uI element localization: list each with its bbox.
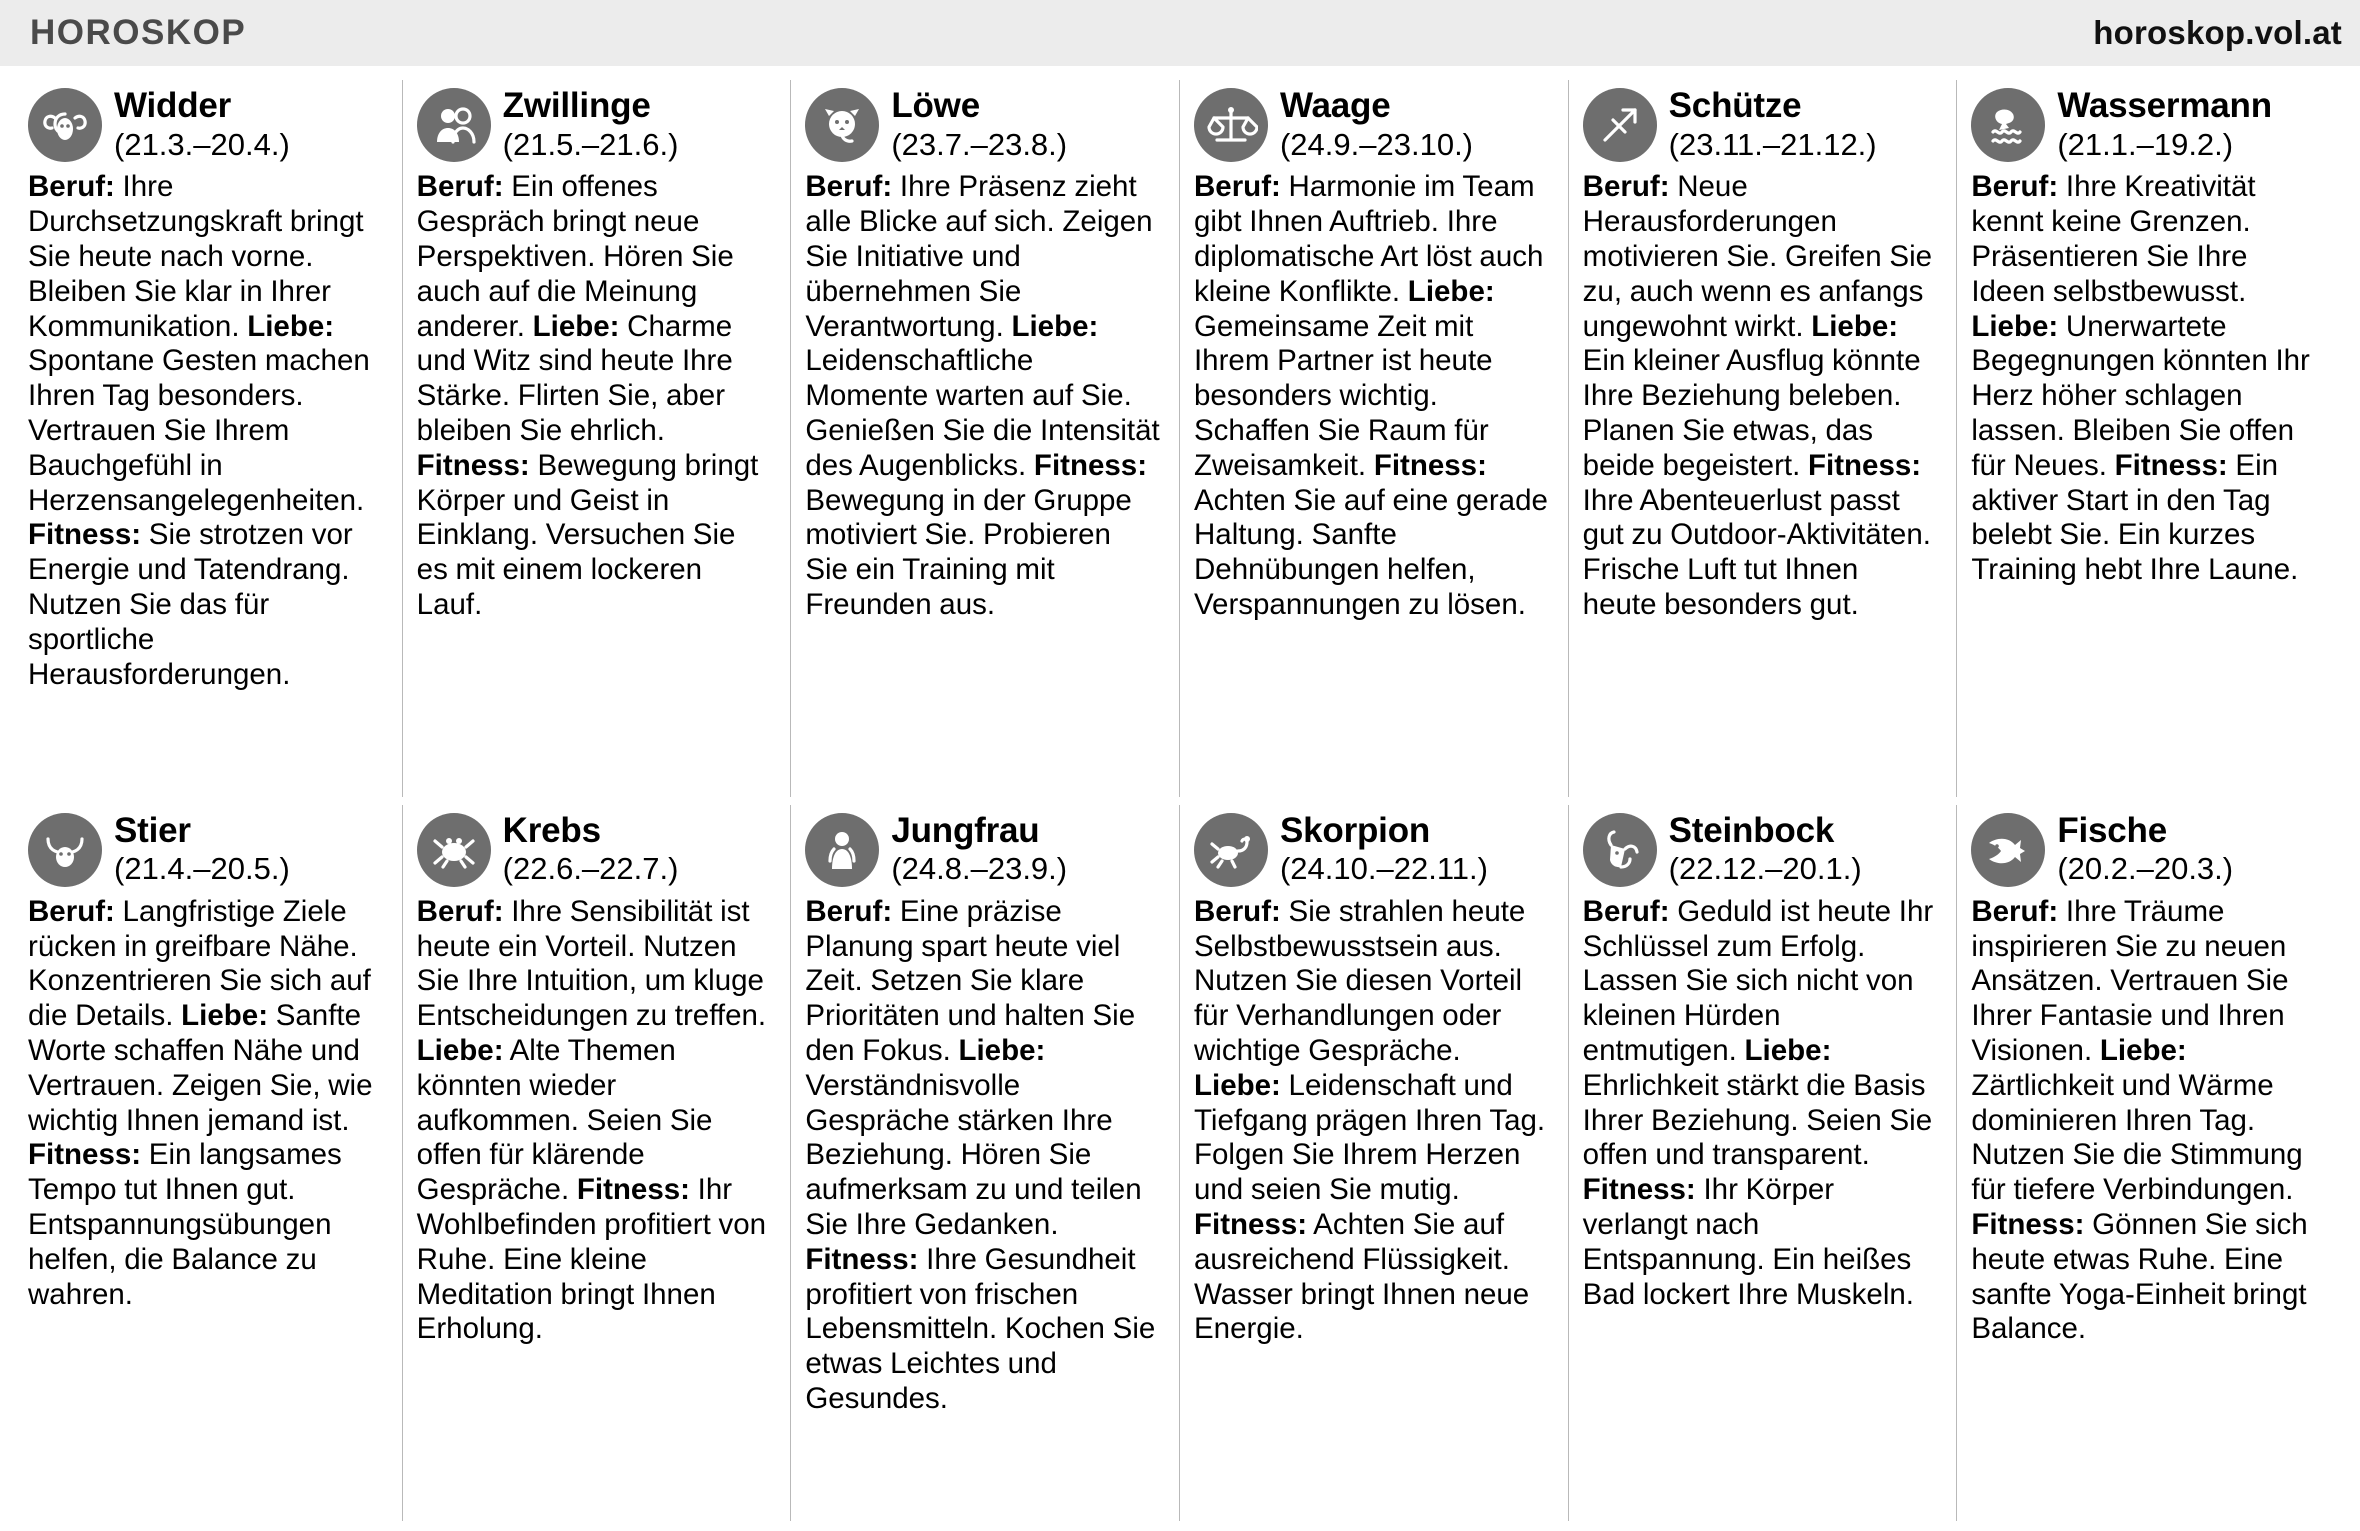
pisces-fish-icon bbox=[1971, 813, 2045, 887]
zodiac-card-wassermann bbox=[1957, 76, 2346, 801]
text-liebe: Unerwartete Begegnungen könnten Ihr Herz höher schlagen lassen. Bleiben Sie offen für Neues. bbox=[1971, 309, 2310, 482]
zodiac-body bbox=[1971, 170, 2326, 588]
zodiac-name: Jungfrau bbox=[891, 810, 1040, 850]
label-liebe: Liebe: bbox=[1193, 1068, 1281, 1102]
zodiac-name: Fische bbox=[2057, 810, 2168, 850]
label-beruf: Beruf: bbox=[1971, 894, 2059, 928]
capricorn-goat-icon bbox=[1583, 813, 1657, 887]
label-fitness: Fitness: bbox=[1971, 1208, 2085, 1242]
label-beruf: Beruf: bbox=[1193, 894, 1281, 928]
text-liebe: Gemeinsame Zeit mit Ihrem Partner ist heute besonders wichtig. Schaffen Sie Raum für Zweisamkeit. bbox=[1193, 309, 1493, 482]
gemini-twins-icon bbox=[417, 88, 491, 162]
libra-scales-icon bbox=[1194, 88, 1268, 162]
zodiac-dates: (24.9.–23.10.) bbox=[1279, 126, 1474, 162]
text-liebe: Leidenschaftliche Momente warten auf Sie. Genießen Sie die Intensität des Augenblicks. bbox=[805, 344, 1160, 482]
label-fitness: Fitness: bbox=[805, 1242, 919, 1276]
zodiac-card-header bbox=[28, 811, 383, 887]
text-liebe: Verständnisvolle Gespräche stärken Ihre Beziehung. Hören Sie aufmerksam zu und teilen Sie Ihre Gedanken. bbox=[805, 1068, 1142, 1242]
zodiac-name: Steinbock bbox=[1668, 810, 1835, 850]
zodiac-card-jungfrau bbox=[791, 801, 1180, 1526]
zodiac-body bbox=[28, 895, 383, 1313]
zodiac-name: Schütze bbox=[1668, 86, 1802, 125]
label-fitness: Fitness: bbox=[2114, 448, 2228, 482]
zodiac-dates: (21.4.–20.5.) bbox=[114, 851, 290, 887]
zodiac-card-header bbox=[805, 811, 1160, 887]
text-fitness: Sie strotzen vor Energie und Tatendrang. Nutzen Sie das für sportliche Herausforderungen. bbox=[28, 518, 353, 691]
zodiac-dates: (23.11.–21.12.) bbox=[1668, 126, 1877, 162]
label-fitness: Fitness: bbox=[28, 1138, 142, 1172]
text-liebe: Sanfte Worte schaffen Nähe und Vertrauen. Zeigen Sie, wie wichtig Ihnen jemand ist. bbox=[28, 999, 373, 1137]
zodiac-name: Krebs bbox=[502, 810, 601, 850]
label-liebe: Liebe: bbox=[1811, 309, 1899, 343]
zodiac-titles bbox=[891, 86, 1067, 162]
text-beruf: Ihre Träume inspirieren Sie zu neuen Ansätzen. Vertrauen Sie Ihrer Fantasie und Ihren Visionen. bbox=[1971, 894, 2289, 1068]
zodiac-card-waage bbox=[1180, 76, 1569, 801]
zodiac-body bbox=[1583, 895, 1938, 1313]
text-beruf: Geduld ist heute Ihr Schlüssel zum Erfolg. Lassen Sie sich nicht von kleinen Hürden entmutigen. bbox=[1582, 894, 1934, 1068]
text-fitness: Ihre Gesundheit profitiert von frischen Lebensmitteln. Kochen Sie etwas Leichtes und Gesundes. bbox=[805, 1242, 1156, 1416]
label-liebe: Liebe: bbox=[958, 1034, 1046, 1068]
zodiac-dates: (20.2.–20.3.) bbox=[2057, 851, 2234, 887]
label-liebe: Liebe: bbox=[181, 999, 269, 1033]
label-fitness: Fitness: bbox=[1373, 448, 1487, 482]
text-beruf: Neue Herausforderungen motivieren Sie. Greifen Sie zu, auch wenn es anfangs ungewohnt wirkt. bbox=[1582, 170, 1933, 343]
label-liebe: Liebe: bbox=[1744, 1034, 1832, 1068]
zodiac-card-header bbox=[28, 86, 383, 162]
zodiac-card-steinbock bbox=[1569, 801, 1958, 1526]
text-fitness: Ihre Abenteuerlust passt gut zu Outdoor-Aktivitäten. Frische Luft tut Ihnen heute besonders gut. bbox=[1582, 483, 1931, 621]
text-fitness: Ein aktiver Start in den Tag belebt Sie. Ein kurzes Training hebt Ihre Laune. bbox=[1971, 448, 2299, 587]
label-liebe: Liebe: bbox=[1011, 309, 1099, 343]
zodiac-titles bbox=[503, 86, 679, 162]
zodiac-name: Waage bbox=[1279, 86, 1391, 125]
text-liebe: Ein kleiner Ausflug könnte Ihre Beziehung beleben. Planen Sie etwas, das beide begeistert. bbox=[1582, 344, 1921, 482]
zodiac-titles bbox=[503, 811, 679, 887]
zodiac-dates: (21.1.–19.2.) bbox=[2057, 126, 2234, 162]
zodiac-body bbox=[28, 170, 383, 692]
zodiac-body bbox=[805, 895, 1160, 1417]
zodiac-card-header bbox=[417, 86, 772, 162]
text-fitness: Achten Sie auf ausreichend Flüssigkeit. Wasser bringt Ihnen neue Energie. bbox=[1193, 1208, 1530, 1346]
sagittarius-archer-icon bbox=[1583, 88, 1657, 162]
zodiac-dates: (24.8.–23.9.) bbox=[891, 851, 1068, 887]
text-beruf: Sie strahlen heute Selbstbewusstsein aus. Nutzen Sie diesen Vorteil für Verhandlungen oder wichtige Gespräche. bbox=[1193, 894, 1526, 1068]
text-beruf: Ihre Durchsetzungskraft bringt Sie heute nach vorne. Bleiben Sie klar in Ihrer Kommunikation. bbox=[28, 170, 364, 343]
text-beruf: Ihre Kreativität kennt keine Grenzen. Präsentieren Sie Ihre Ideen selbstbewusst. bbox=[1971, 170, 2256, 308]
zodiac-name: Löwe bbox=[891, 86, 980, 125]
zodiac-dates: (21.3.–20.4.) bbox=[114, 126, 290, 162]
label-fitness: Fitness: bbox=[1193, 1208, 1308, 1242]
zodiac-body bbox=[417, 170, 772, 622]
label-beruf: Beruf: bbox=[28, 170, 115, 204]
text-liebe: Zärtlichkeit und Wärme dominieren Ihren Tag. Nutzen Sie die Stimmung für tiefere Verbindungen. bbox=[1971, 1068, 2303, 1207]
zodiac-name: Wassermann bbox=[2057, 86, 2272, 125]
zodiac-body bbox=[805, 170, 1160, 622]
label-liebe: Liebe: bbox=[2099, 1034, 2187, 1068]
text-fitness: Ihr Körper verlangt nach Entspannung. Ein heißes Bad lockert Ihre Muskeln. bbox=[1582, 1173, 1914, 1311]
label-fitness: Fitness: bbox=[416, 448, 530, 482]
zodiac-titles bbox=[2057, 811, 2233, 887]
zodiac-card-header bbox=[1583, 811, 1938, 887]
aquarius-waterbearer-icon bbox=[1971, 88, 2045, 162]
zodiac-titles bbox=[891, 811, 1067, 887]
scorpio-scorpion-icon bbox=[1194, 813, 1268, 887]
label-beruf: Beruf: bbox=[805, 170, 893, 204]
text-beruf: Ihre Sensibilität ist heute ein Vorteil. Nutzen Sie Ihre Intuition, um kluge Entscheidungen zu treffen. bbox=[416, 894, 767, 1033]
page-title: HOROSKOP bbox=[30, 13, 247, 52]
source-url: horoskop.vol.at bbox=[2093, 14, 2342, 51]
text-liebe: Leidenschaft und Tiefgang prägen Ihren Tag. Folgen Sie Ihrem Herzen und seien Sie mutig. bbox=[1193, 1068, 1546, 1207]
zodiac-dates: (22.12.–20.1.) bbox=[1668, 851, 1862, 887]
zodiac-card-header bbox=[1194, 811, 1549, 887]
zodiac-titles bbox=[114, 811, 290, 887]
label-liebe: Liebe: bbox=[247, 309, 335, 343]
zodiac-body bbox=[1971, 895, 2326, 1347]
zodiac-titles bbox=[1669, 86, 1877, 162]
zodiac-card-skorpion bbox=[1180, 801, 1569, 1526]
zodiac-body bbox=[1583, 170, 1938, 622]
text-fitness: Achten Sie auf eine gerade Haltung. Sanfte Dehnübungen helfen, Verspannungen zu lösen. bbox=[1193, 483, 1548, 621]
text-liebe: Ehrlichkeit stärkt die Basis Ihrer Beziehung. Seien Sie offen und transparent. bbox=[1582, 1068, 1933, 1172]
label-liebe: Liebe: bbox=[1971, 309, 2059, 343]
zodiac-card-fische bbox=[1957, 801, 2346, 1526]
cancer-crab-icon bbox=[417, 813, 491, 887]
zodiac-card-header bbox=[1971, 86, 2326, 162]
zodiac-card-schuetze bbox=[1569, 76, 1958, 801]
zodiac-titles bbox=[1669, 811, 1862, 887]
label-liebe: Liebe: bbox=[1407, 274, 1495, 308]
label-liebe: Liebe: bbox=[532, 309, 620, 343]
zodiac-card-krebs bbox=[403, 801, 792, 1526]
label-beruf: Beruf: bbox=[416, 170, 504, 204]
label-fitness: Fitness: bbox=[576, 1173, 690, 1207]
zodiac-body bbox=[1194, 895, 1549, 1347]
text-fitness: Bewegung bringt Körper und Geist in Einklang. Versuchen Sie es mit einem lockeren Lauf. bbox=[416, 448, 759, 621]
zodiac-titles bbox=[2057, 86, 2272, 162]
zodiac-card-header bbox=[1194, 86, 1549, 162]
zodiac-titles bbox=[1280, 811, 1488, 887]
text-fitness: Gönnen Sie sich heute etwas Ruhe. Eine sanfte Yoga-Einheit bringt Balance. bbox=[1971, 1208, 2308, 1346]
label-beruf: Beruf: bbox=[28, 894, 115, 928]
text-liebe: Spontane Gesten machen Ihren Tag besonders. Vertrauen Sie Ihrem Bauchgefühl in Herzensangelegenheiten. bbox=[28, 344, 370, 517]
text-fitness: Ihr Wohlbefinden profitiert von Ruhe. Eine kleine Meditation bringt Ihnen Erholung. bbox=[416, 1173, 767, 1346]
label-beruf: Beruf: bbox=[416, 894, 504, 928]
zodiac-grid bbox=[0, 66, 2360, 1531]
label-beruf: Beruf: bbox=[805, 894, 893, 928]
zodiac-dates: (23.7.–23.8.) bbox=[891, 126, 1068, 162]
text-beruf: Langfristige Ziele rücken in greifbare Nähe. Konzentrieren Sie sich auf die Details. bbox=[28, 894, 371, 1033]
zodiac-body bbox=[1194, 170, 1549, 622]
text-liebe: Alte Themen könnten wieder aufkommen. Seien Sie offen für klärende Gespräche. bbox=[416, 1034, 713, 1207]
text-fitness: Bewegung in der Gruppe motiviert Sie. Probieren Sie ein Training mit Freunden aus. bbox=[805, 483, 1132, 621]
zodiac-name: Stier bbox=[114, 810, 191, 850]
text-beruf: Ein offenes Gespräch bringt neue Perspektiven. Hören Sie auch auf die Meinung anderer. bbox=[416, 170, 734, 343]
label-liebe: Liebe: bbox=[416, 1034, 504, 1068]
aries-ram-icon bbox=[28, 88, 102, 162]
zodiac-name: Widder bbox=[114, 86, 232, 125]
text-beruf: Ihre Präsenz zieht alle Blicke auf sich. Zeigen Sie Initiative und übernehmen Sie Verantwortung. bbox=[805, 170, 1153, 343]
zodiac-titles bbox=[1280, 86, 1473, 162]
label-beruf: Beruf: bbox=[1582, 170, 1670, 204]
taurus-bull-icon bbox=[28, 813, 102, 887]
zodiac-card-zwillinge bbox=[403, 76, 792, 801]
zodiac-card-header bbox=[1583, 86, 1938, 162]
label-beruf: Beruf: bbox=[1582, 894, 1670, 928]
zodiac-card-loewe bbox=[791, 76, 1180, 801]
zodiac-card-widder bbox=[14, 76, 403, 801]
label-beruf: Beruf: bbox=[1971, 170, 2059, 204]
zodiac-body bbox=[417, 895, 772, 1347]
page-header bbox=[0, 0, 2360, 66]
zodiac-card-header bbox=[805, 86, 1160, 162]
zodiac-card-header bbox=[1971, 811, 2326, 887]
leo-lion-icon bbox=[805, 88, 879, 162]
zodiac-dates: (21.5.–21.6.) bbox=[502, 126, 679, 162]
zodiac-card-stier bbox=[14, 801, 403, 1526]
label-beruf: Beruf: bbox=[1193, 170, 1281, 204]
virgo-maiden-icon bbox=[805, 813, 879, 887]
zodiac-name: Skorpion bbox=[1279, 810, 1431, 850]
zodiac-card-header bbox=[417, 811, 772, 887]
zodiac-dates: (22.6.–22.7.) bbox=[502, 851, 679, 887]
zodiac-dates: (24.10.–22.11.) bbox=[1279, 851, 1488, 887]
text-beruf: Harmonie im Team gibt Ihnen Auftrieb. Ihre diplomatische Art löst auch kleine Konflikte. bbox=[1193, 170, 1544, 308]
label-fitness: Fitness: bbox=[1582, 1173, 1696, 1207]
text-liebe: Charme und Witz sind heute Ihre Stärke. Flirten Sie, aber bleiben Sie ehrlich. bbox=[416, 309, 733, 447]
text-fitness: Ein langsames Tempo tut Ihnen gut. Entspannungsübungen helfen, die Balance zu wahren. bbox=[28, 1138, 342, 1311]
label-fitness: Fitness: bbox=[28, 518, 142, 552]
text-beruf: Eine präzise Planung spart heute viel Zeit. Setzen Sie klare Prioritäten und halten Sie den Fokus. bbox=[805, 894, 1136, 1068]
zodiac-titles bbox=[114, 86, 290, 162]
label-fitness: Fitness: bbox=[1807, 448, 1922, 482]
label-fitness: Fitness: bbox=[1033, 448, 1148, 482]
zodiac-name: Zwillinge bbox=[502, 86, 651, 125]
